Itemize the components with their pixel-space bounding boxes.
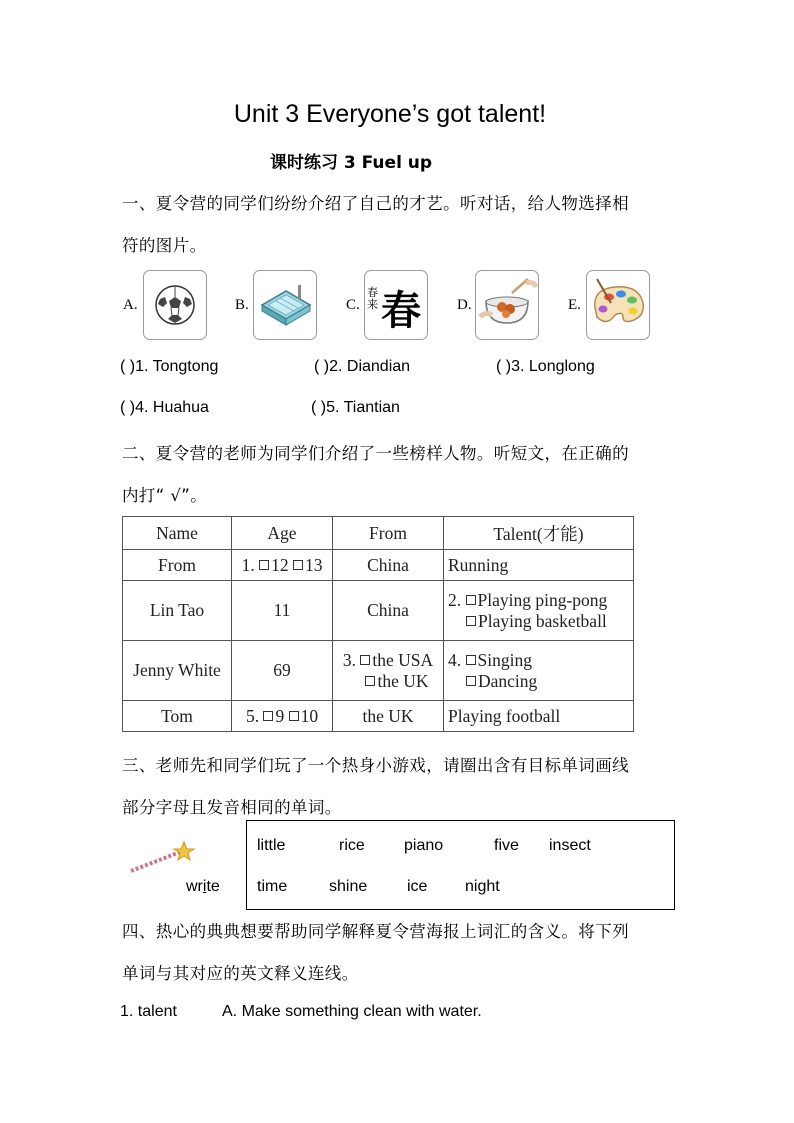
cell-from: the UK [333, 701, 444, 732]
section4-instruction-line1: 四、热心的典典想要帮助同学解释夏令营海报上词汇的含义。将下列 [122, 922, 629, 941]
calligraphy-small-chars: 春来 [367, 286, 378, 311]
header-talent: Talent(才能) [444, 517, 634, 550]
magic-wand-icon [128, 838, 198, 878]
option-a-label: A. [123, 297, 138, 313]
calligraphy-big-char: 春 [381, 287, 421, 334]
word-option[interactable]: night [465, 878, 500, 895]
option-c-label: C. [346, 297, 360, 313]
vocab-definition-a: A. Make something clean with water. [222, 1003, 482, 1020]
checkbox[interactable] [466, 595, 476, 605]
option-d-label: D. [457, 297, 472, 313]
calligraphy-icon [364, 270, 428, 340]
match-item-4: ( )4. Huahua [120, 399, 209, 416]
section4-instruction-line2: 单词与其对应的英文释义连线。 [122, 964, 359, 983]
checkbox[interactable] [360, 655, 370, 665]
cell-talent: Running [444, 550, 634, 581]
word-option[interactable]: time [257, 878, 288, 895]
checkbox[interactable] [289, 711, 299, 721]
option-b-label: B. [235, 297, 249, 313]
section3-instruction-line2: 部分字母且发音相同的单词。 [122, 798, 342, 817]
table-row [123, 701, 634, 732]
header-name: Name [123, 517, 232, 550]
target-word: write [186, 878, 220, 895]
cell-name: Tom [123, 701, 232, 732]
checkbox[interactable] [263, 711, 273, 721]
match-item-1: ( )1. Tongtong [120, 358, 219, 375]
option-e-label: E. [568, 297, 581, 313]
word-option[interactable]: little [257, 837, 286, 854]
cell-age: 69 [232, 641, 333, 701]
checkbox[interactable] [466, 676, 476, 686]
word-option[interactable]: rice [339, 837, 365, 854]
word-option[interactable]: piano [404, 837, 444, 854]
checkbox[interactable] [466, 616, 476, 626]
page-subtitle: 课时练习 3 Fuel up [270, 153, 433, 173]
table-row [123, 581, 634, 641]
cell-from: China [333, 581, 444, 641]
match-item-2: ( )2. Diandian [314, 358, 411, 375]
word-option[interactable]: ice [407, 878, 428, 895]
role-model-table [122, 516, 634, 732]
section2-instruction-line1: 二、夏令营的老师为同学们介绍了一些榜样人物。听短文，在正确的 [122, 444, 629, 463]
cooking-icon [475, 270, 539, 340]
table-row [123, 550, 634, 581]
cell-talent: 2. Playing ping-pong Playing basketball [444, 581, 634, 641]
table-header-row [123, 517, 634, 550]
table-row [123, 641, 634, 701]
checkbox[interactable] [466, 655, 476, 665]
cell-name: Jenny White [123, 641, 232, 701]
cell-talent: Playing football [444, 701, 634, 732]
section2-instruction-line2: 内打“ √”。 [122, 486, 208, 505]
match-item-3: ( )3. Longlong [496, 358, 595, 375]
cell-from: 3. the USA the UK [333, 641, 444, 701]
cell-age: 1. 12 13 [232, 550, 333, 581]
section3-instruction-line1: 三、老师先和同学们玩了一个热身小游戏，请圈出含有目标单词画线 [122, 756, 629, 775]
page-title: Unit 3 Everyone’s got talent! [233, 100, 547, 128]
checkbox[interactable] [259, 560, 269, 570]
vocab-word-1: 1. talent [120, 1003, 177, 1020]
match-item-5: ( )5. Tiantian [311, 399, 400, 416]
cell-name: From [123, 550, 232, 581]
swimming-pool-icon [253, 270, 317, 340]
section1-instruction-line1: 一、夏令营的同学们纷纷介绍了自己的才艺。听对话，给人物选择相 [122, 194, 629, 213]
cell-age: 5. 9 10 [232, 701, 333, 732]
word-option[interactable]: shine [329, 878, 368, 895]
cell-from: China [333, 550, 444, 581]
cell-talent: 4. Singing Dancing [444, 641, 634, 701]
cell-age: 11 [232, 581, 333, 641]
header-from: From [333, 517, 444, 550]
word-option[interactable]: insect [549, 837, 591, 854]
paint-palette-icon [586, 270, 650, 340]
word-option[interactable]: five [494, 837, 519, 854]
header-age: Age [232, 517, 333, 550]
football-icon [143, 270, 207, 340]
checkbox[interactable] [293, 560, 303, 570]
checkbox[interactable] [365, 676, 375, 686]
section1-instruction-line2: 符的图片。 [122, 236, 207, 255]
cell-name: Lin Tao [123, 581, 232, 641]
word-box [246, 820, 675, 910]
